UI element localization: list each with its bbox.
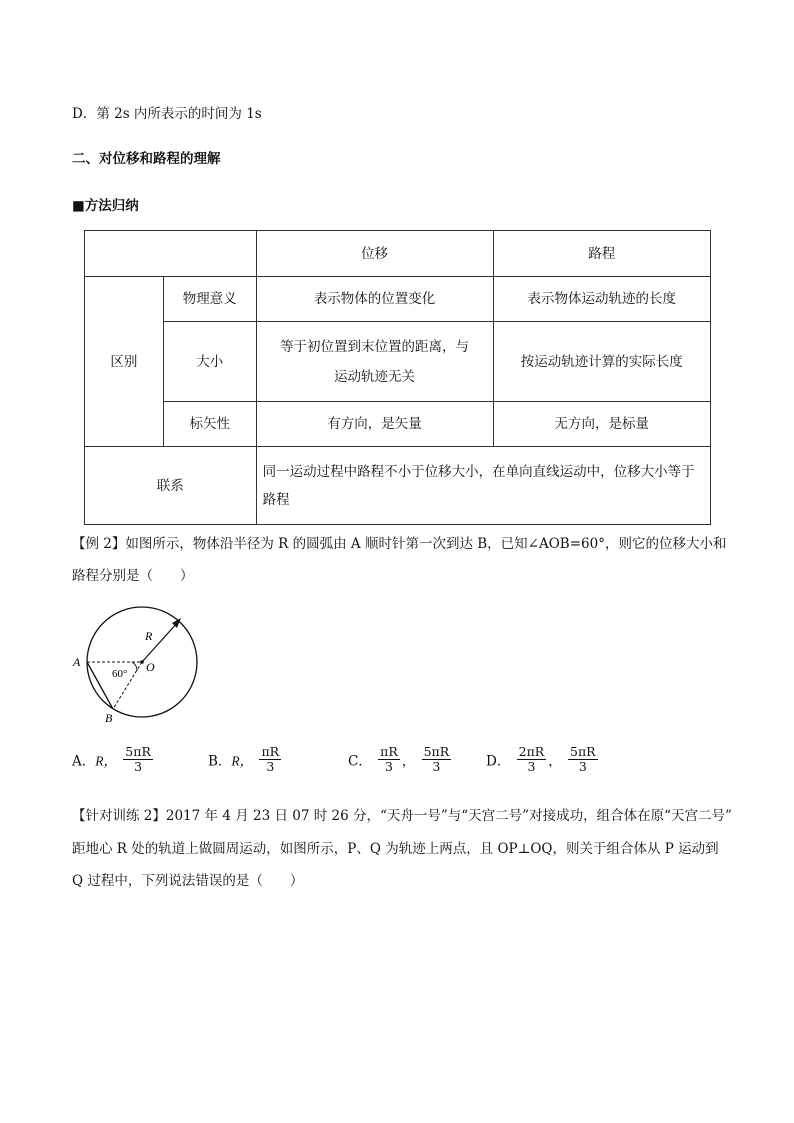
comparison-table xyxy=(84,230,711,525)
fraction xyxy=(422,745,452,774)
row-label-link: 联系 xyxy=(85,447,257,525)
row-label-meaning: 物理意义 xyxy=(163,277,256,322)
fraction xyxy=(517,745,547,774)
cell-vector-displacement: 有方向，是矢量 xyxy=(256,402,493,447)
row-label-size: 大小 xyxy=(163,322,256,402)
option-c-prefix: C． xyxy=(348,753,372,770)
option-d-prefix: D． xyxy=(486,753,511,770)
option-c xyxy=(348,745,453,774)
chord-ab xyxy=(87,662,113,709)
circle-diagram xyxy=(70,600,200,725)
method-title: ■方法归纳 xyxy=(72,198,139,214)
fraction xyxy=(378,745,400,774)
frac-num: 5πR xyxy=(125,744,151,759)
table-row xyxy=(85,231,711,277)
example2-line1: 【例 2】如图所示，物体沿半径为 R 的圆弧由 A 顺时针第一次到达 B，已知∠AOB=60°，则它的位移大小和 xyxy=(72,536,727,552)
option-d xyxy=(486,745,600,774)
frac-den: 3 xyxy=(578,759,587,774)
frac-num: 5πR xyxy=(570,744,596,759)
training2-line1: 【针对训练 2】2017 年 4 月 23 日 07 时 26 分，“天舟一号”与“天宫二号”对接成功，组合体在原“天宫二号” xyxy=(72,808,732,824)
example2-line2: 路程分别是（ ） xyxy=(72,568,194,584)
frac-den: 3 xyxy=(432,759,441,774)
group-label: 区别 xyxy=(85,277,164,447)
table-cell-empty xyxy=(85,231,257,277)
label-b: B xyxy=(105,711,113,725)
training2-line3: Q 过程中，下列说法错误的是（ ） xyxy=(72,873,304,889)
row-label-vector: 标矢性 xyxy=(163,402,256,447)
table-row xyxy=(85,402,711,447)
fraction xyxy=(568,745,598,774)
frac-den: 3 xyxy=(134,759,143,774)
option-a-value: R， xyxy=(95,753,117,769)
option-b-prefix: B． xyxy=(208,753,232,770)
training2-line2: 距地心 R 处的轨道上做圆周运动，如图所示，P、Q 为轨迹上两点，且 OP⊥OQ，则关于组合体从 P 运动到 xyxy=(72,841,719,857)
option-a xyxy=(72,745,155,774)
cell-meaning-displacement: 表示物体的位置变化 xyxy=(256,277,493,322)
option-b-value: R， xyxy=(231,753,254,769)
frac-den: 3 xyxy=(266,759,275,774)
cell-meaning-path: 表示物体运动轨迹的长度 xyxy=(493,277,710,322)
frac-num: 2πR xyxy=(518,744,545,759)
frac-num: πR xyxy=(261,744,280,759)
cell-link-text: 同一运动过程中路程不小于位移大小，在单向直线运动中，位移大小等于路程 xyxy=(256,447,710,525)
label-r: R xyxy=(145,629,153,643)
angle-label: 60° xyxy=(112,668,128,680)
cell-size-displacement xyxy=(256,322,493,402)
table-row xyxy=(85,447,711,525)
option-d-line: D．第 2s 内所表示的时间为 1s xyxy=(72,106,262,122)
separator: ， xyxy=(401,753,416,770)
section-title: 二、对位移和路程的理解 xyxy=(72,151,221,167)
separator: ， xyxy=(548,753,562,770)
cell-size-path: 按运动轨迹计算的实际长度 xyxy=(493,322,710,402)
frac-den: 3 xyxy=(384,759,393,774)
fraction xyxy=(259,745,281,774)
frac-num: 5πR xyxy=(423,744,450,759)
header-path: 路程 xyxy=(493,231,710,277)
frac-num: πR xyxy=(380,744,398,759)
frac-den: 3 xyxy=(527,759,536,774)
option-a-prefix: A． xyxy=(72,753,96,770)
label-o: O xyxy=(146,660,155,674)
label-a: A xyxy=(73,655,81,669)
table-row xyxy=(85,322,711,402)
cell-size-displacement-text: 等于初位置到末位置的距离，与运动轨迹无关 xyxy=(280,338,470,385)
fraction xyxy=(123,745,153,774)
option-b xyxy=(208,745,283,774)
table-row xyxy=(85,277,711,322)
center-point xyxy=(140,660,144,664)
cell-vector-path: 无方向，是标量 xyxy=(493,402,710,447)
header-displacement: 位移 xyxy=(256,231,493,277)
angle-arc xyxy=(132,662,137,671)
